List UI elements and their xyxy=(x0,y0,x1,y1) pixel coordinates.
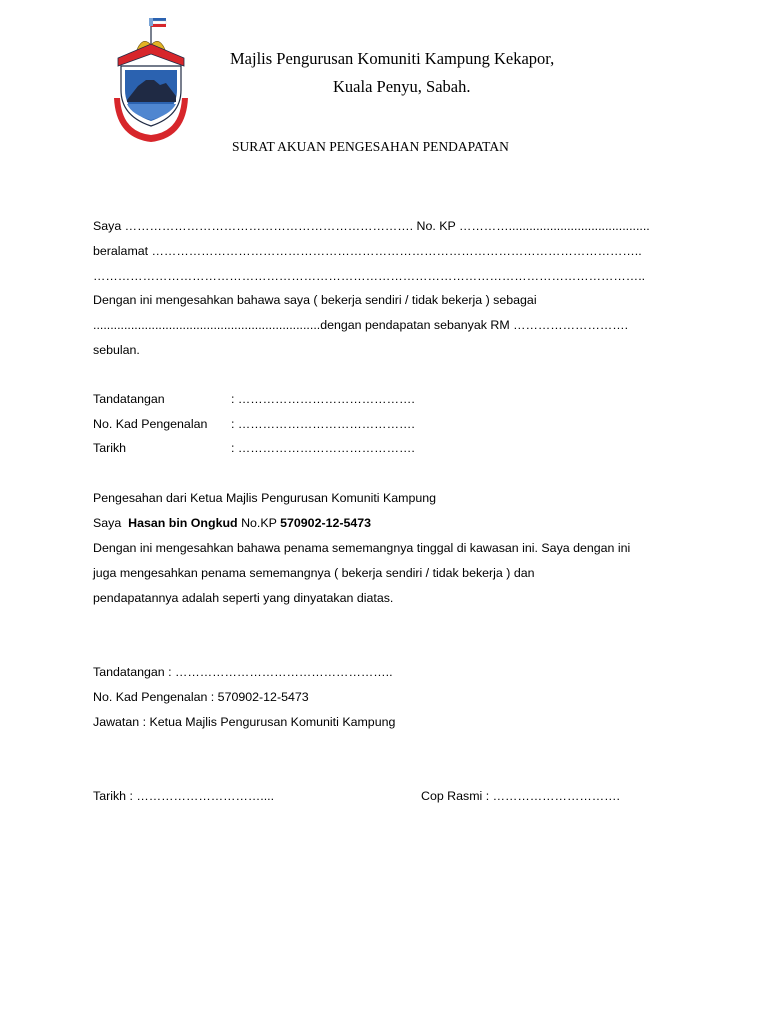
document-title: SURAT AKUAN PENGESAHAN PENDAPATAN xyxy=(232,139,509,154)
applicant-signature-field: : ……………………………………. xyxy=(231,392,415,406)
verification-statement-3: pendapatannya adalah seperti yang dinyatakan diatas. xyxy=(93,591,394,605)
official-stamp-field: Cop Rasmi : …………………………. xyxy=(421,789,620,803)
verification-heading: Pengesahan dari Ketua Majlis Pengurusan Komuniti Kampung xyxy=(93,491,437,505)
organisation-name: Majlis Pengurusan Komuniti Kampung Kekapor, xyxy=(230,49,555,68)
declaration-name-line: Saya ……………………………………………………………. No. KP …………......................................... xyxy=(93,219,650,233)
applicant-ic-field: : ……………………………………. xyxy=(231,417,415,431)
verification-kp-label: No.KP xyxy=(241,516,277,530)
head-date-field: Tarikh : ………………………….... xyxy=(93,789,275,803)
applicant-date-label: Tarikh xyxy=(93,441,127,455)
applicant-ic-label: No. Kad Pengenalan xyxy=(93,417,208,431)
head-position-line: Jawatan : Ketua Majlis Pengurusan Komuniti Kampung xyxy=(93,715,396,729)
declaration-income-line: ..................................................................dengan pendapatan sebanyak RM ………………………. xyxy=(93,318,629,332)
head-name: Hasan bin Ongkud xyxy=(128,516,238,530)
head-kp-number: 570902-12-5473 xyxy=(280,516,372,530)
sabah-crest-logo xyxy=(108,14,194,148)
declaration-address-line: beralamat ……………………………………………………………………………………………………….. xyxy=(93,244,642,258)
declaration-address-line-2: …………………………………………………………………………………………………………………….. xyxy=(93,269,646,283)
organisation-location: Kuala Penyu, Sabah. xyxy=(333,77,471,96)
verification-saya: Saya xyxy=(93,516,122,530)
declaration-per-month: sebulan. xyxy=(93,343,140,357)
applicant-date-field: : ……………………………………. xyxy=(231,441,415,455)
applicant-signature-label: Tandatangan xyxy=(93,392,165,406)
declaration-statement: Dengan ini mengesahkan bahawa saya ( bekerja sendiri / tidak bekerja ) sebagai xyxy=(93,293,537,307)
head-ic-line: No. Kad Pengenalan : 570902-12-5473 xyxy=(93,690,309,704)
verification-statement-2: juga mengesahkan penama sememangnya ( bekerja sendiri / tidak bekerja ) dan xyxy=(93,566,535,580)
verification-identity-line xyxy=(93,516,371,530)
head-signature-field: Tandatangan : …………………………………………….. xyxy=(93,665,393,679)
verification-statement-1: Dengan ini mengesahkan bahawa penama sememangnya tinggal di kawasan ini. Saya dengan ini xyxy=(93,541,631,555)
